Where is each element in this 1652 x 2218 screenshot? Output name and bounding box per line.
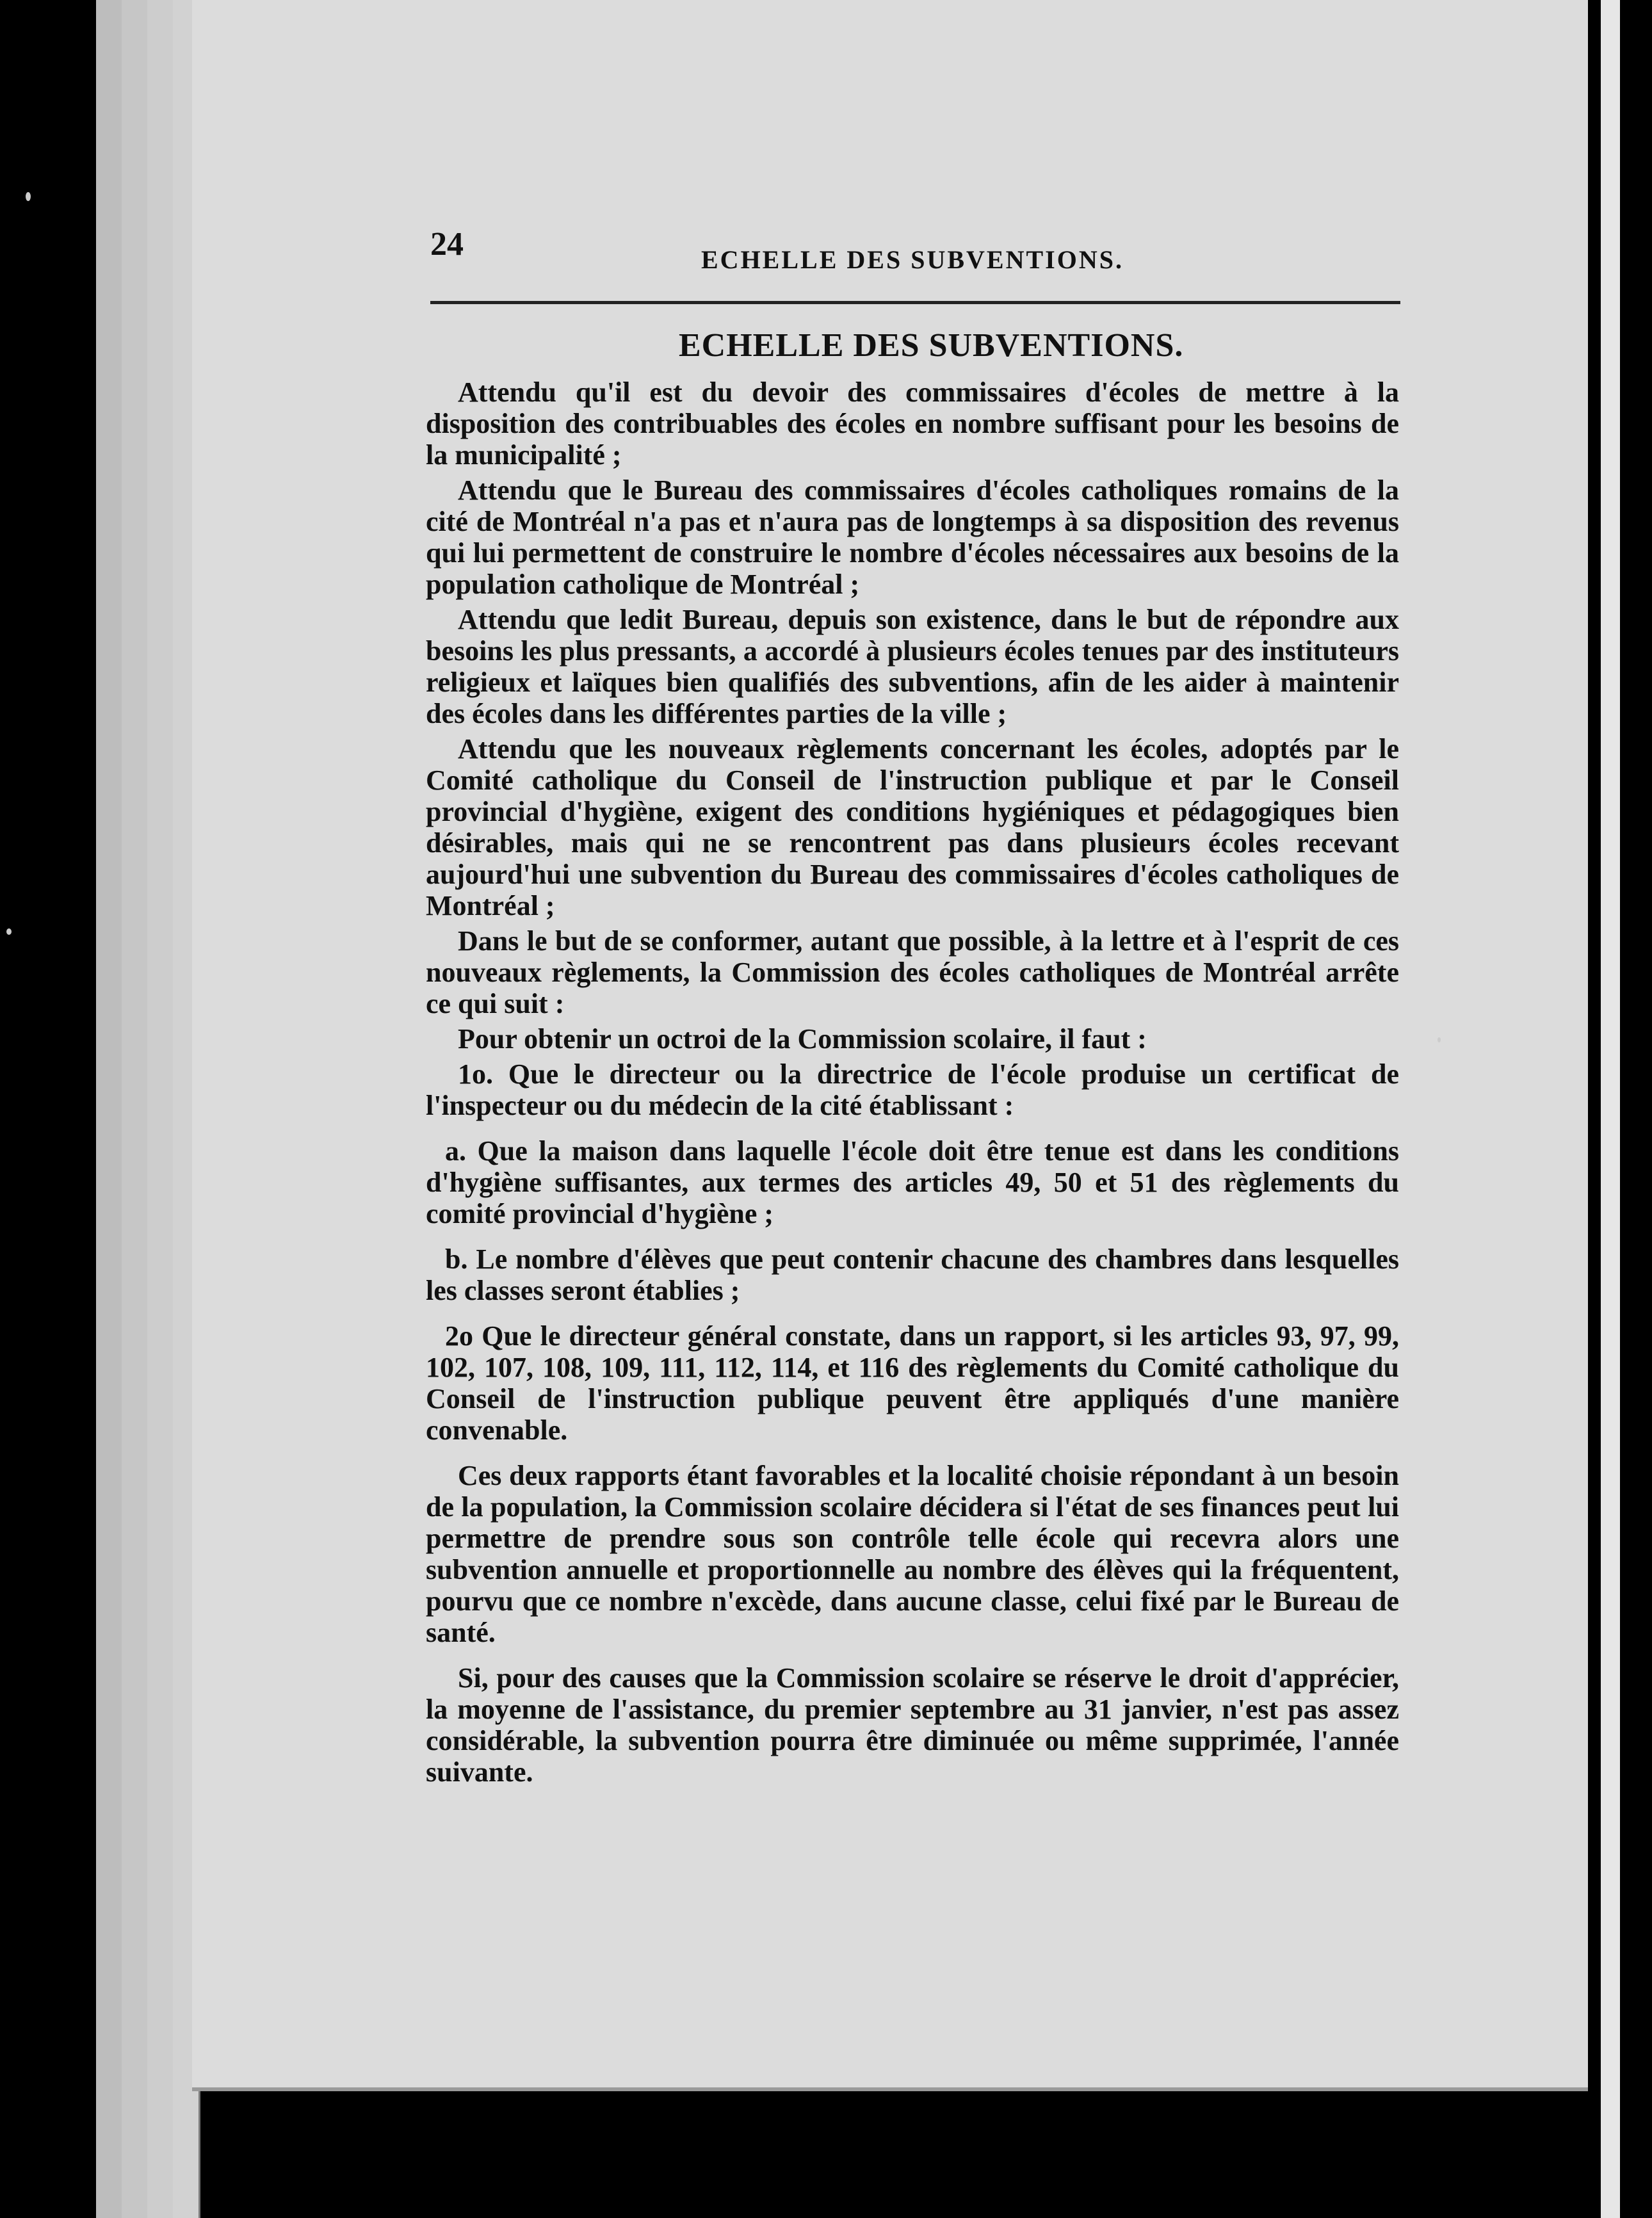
scan-speck [26,192,31,201]
paragraph: Attendu que ledit Bureau, depuis son existence, dans le but de répondre aux besoins les plus pressants, a accordé à plusieurs écoles tenues par des instituteurs religieux et laïques bien qualifiés des subventions, afin de les aider à maintenir des écoles dans les différentes parties de la ville ; [426,604,1399,729]
section-title: ECHELLE DES SUBVENTIONS. [679,327,1184,364]
page-edge [96,0,124,2218]
paragraph: a. Que la maison dans laquelle l'école doit être tenue est dans les conditions d'hygiène suffisantes, aux termes des articles 49, 50 et 51 des règlements du comité provincial d'hygiène ; [426,1135,1399,1229]
paragraph: Attendu que les nouveaux règlements concernant les écoles, adoptés par le Comité catholique du Conseil de l'instruction publique et par le Conseil provincial d'hygiène, exigent des conditions hygiéniques et pédagogiques bien désirables, mais qui ne se rencontrent pas dans plusieurs écoles recevant aujourd'hui une subvention du Bureau des commissaires d'écoles catholiques de Montréal ; [426,733,1399,921]
paragraph: Pour obtenir un octroi de la Commission scolaire, il faut : [458,1023,1147,1055]
scan-speck [6,928,12,935]
paragraph: Attendu qu'il est du devoir des commissaires d'écoles de mettre à la disposition des contribuables des écoles en nombre suffisant pour les besoins de la municipalité ; [426,376,1399,471]
header-rule [430,301,1400,304]
paragraph: Attendu que le Bureau des commissaires d'écoles catholiques romains de la cité de Montréal n'a pas et n'aura pas de longtemps à sa disposition des revenus qui lui permettent de construire le nombre d'écoles nécessaires aux besoins de la population catholique de Montréal ; [426,474,1399,600]
running-title: ECHELLE DES SUBVENTIONS. [701,245,1124,274]
paragraph: 1o. Que le directeur ou la directrice de l'école produise un certificat de l'inspecteur ou du médecin de la cité établissant : [426,1058,1399,1121]
paragraph: b. Le nombre d'élèves que peut contenir chacune des chambres dans lesquelles les classes seront établies ; [426,1243,1399,1306]
paragraph: 2o Que le directeur général constate, dans un rapport, si les articles 93, 97, 99, 102, 107, 108, 109, 111, 112, 114, et 116 des règlements du Comité catholique du Conseil de l'instruction publique peuvent être appliqués d'une manière convenable. [426,1320,1399,1446]
page-edge [122,0,149,2218]
body-text [426,376,1399,1792]
paragraph: Dans le but de se conformer, autant que possible, à la lettre et à l'esprit de ces nouveaux règlements, la Commission des écoles catholiques de Montréal arrête ce qui suit : [426,925,1399,1019]
page-edge [147,0,175,2218]
paragraph: Ces deux rapports étant favorables et la localité choisie répondant à un besoin de la population, la Commission scolaire décidera si l'état de ses finances peut lui permettre de prendre sous son contrôle telle école qui recevra alors une subvention annuelle et proportionnelle au nombre des élèves qui la fréquentent, pourvu que ce nombre n'excède, dans aucune classe, celui fixé par le Bureau de santé. [426,1460,1399,1648]
page-edge-right [1601,0,1620,2218]
scan-speck [1437,1037,1441,1042]
paragraph: Si, pour des causes que la Commission scolaire se réserve le droit d'apprécier, la moyenne de l'assistance, du premier septembre au 31 janvier, n'est pas assez considérable, la subvention pourra être diminuée ou même supprimée, l'année suivante. [426,1662,1399,1788]
page-number: 24 [430,226,464,263]
